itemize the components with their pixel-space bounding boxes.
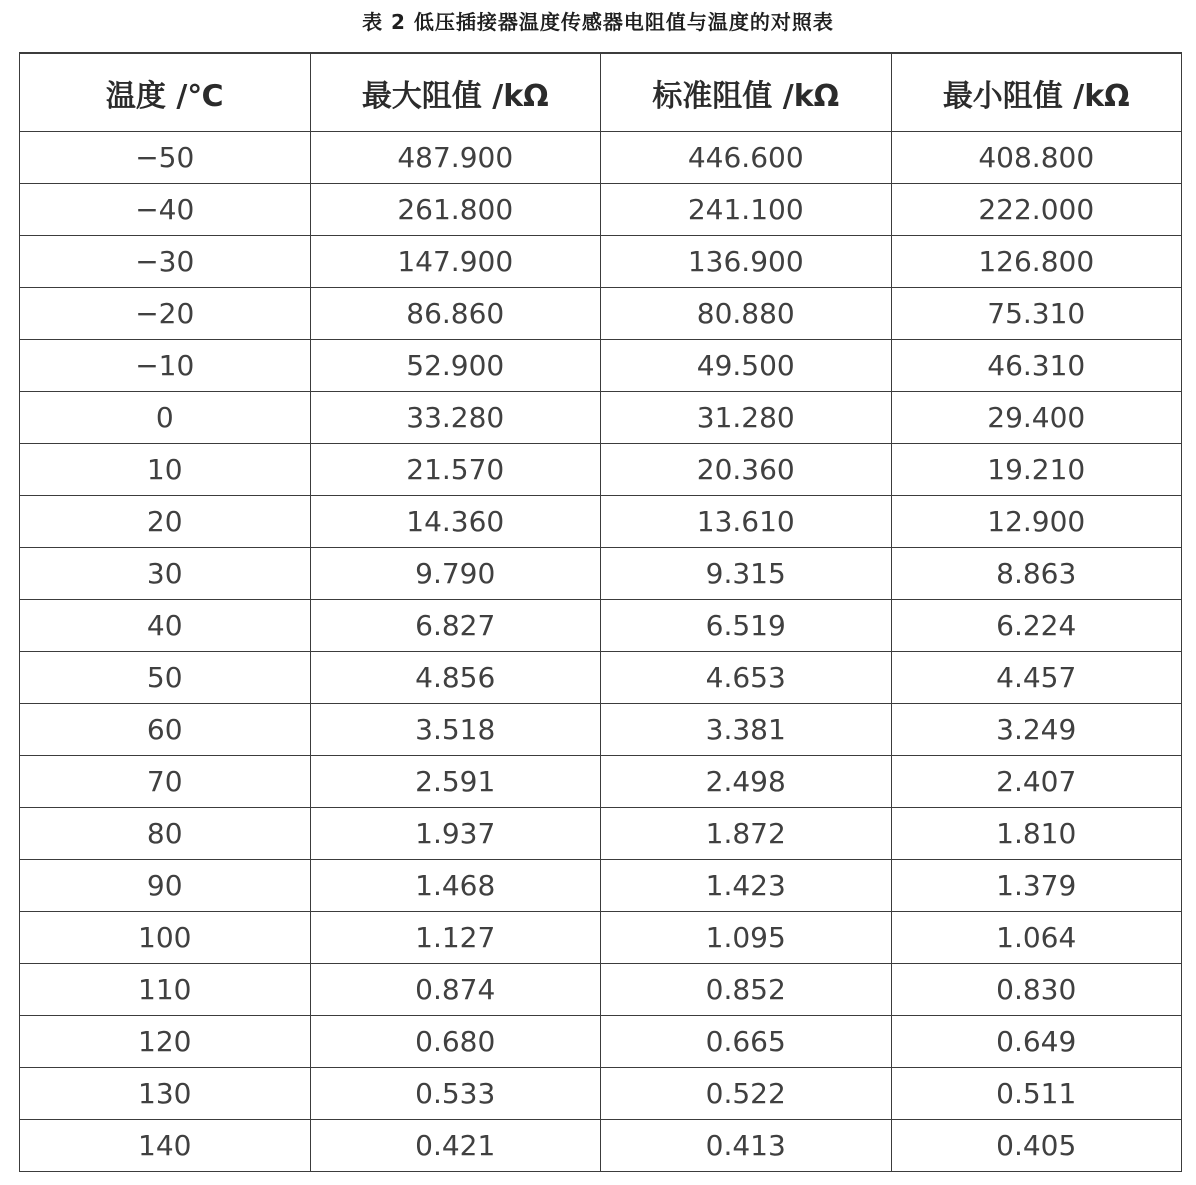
cell-temperature: 40 xyxy=(20,600,311,652)
table-row xyxy=(20,496,1182,548)
cell-max-resistance: 1.937 xyxy=(310,808,601,860)
cell-max-resistance: 4.856 xyxy=(310,652,601,704)
cell-temperature: 20 xyxy=(20,496,311,548)
table-row xyxy=(20,132,1182,184)
cell-temperature: 140 xyxy=(20,1120,311,1172)
table-row xyxy=(20,340,1182,392)
cell-min-resistance: 19.210 xyxy=(891,444,1182,496)
cell-temperature: −50 xyxy=(20,132,311,184)
cell-temperature: 130 xyxy=(20,1068,311,1120)
cell-standard-resistance: 241.100 xyxy=(601,184,892,236)
cell-min-resistance: 222.000 xyxy=(891,184,1182,236)
cell-temperature: 0 xyxy=(20,392,311,444)
cell-temperature: 60 xyxy=(20,704,311,756)
table-header xyxy=(20,53,1182,132)
table-row xyxy=(20,756,1182,808)
cell-temperature: 110 xyxy=(20,964,311,1016)
table-row xyxy=(20,912,1182,964)
cell-min-resistance: 126.800 xyxy=(891,236,1182,288)
cell-max-resistance: 1.127 xyxy=(310,912,601,964)
table-row xyxy=(20,392,1182,444)
table-row xyxy=(20,1016,1182,1068)
cell-temperature: 120 xyxy=(20,1016,311,1068)
cell-standard-resistance: 0.665 xyxy=(601,1016,892,1068)
header-min-resistance: 最小阻值 /kΩ xyxy=(891,53,1182,132)
cell-temperature: 80 xyxy=(20,808,311,860)
cell-max-resistance: 0.533 xyxy=(310,1068,601,1120)
cell-temperature: 90 xyxy=(20,860,311,912)
cell-max-resistance: 1.468 xyxy=(310,860,601,912)
cell-standard-resistance: 0.413 xyxy=(601,1120,892,1172)
table-row xyxy=(20,236,1182,288)
cell-temperature: −10 xyxy=(20,340,311,392)
cell-temperature: 10 xyxy=(20,444,311,496)
cell-standard-resistance: 1.872 xyxy=(601,808,892,860)
cell-standard-resistance: 13.610 xyxy=(601,496,892,548)
cell-standard-resistance: 1.095 xyxy=(601,912,892,964)
cell-max-resistance: 0.874 xyxy=(310,964,601,1016)
cell-standard-resistance: 446.600 xyxy=(601,132,892,184)
cell-min-resistance: 3.249 xyxy=(891,704,1182,756)
table-row xyxy=(20,808,1182,860)
cell-max-resistance: 0.680 xyxy=(310,1016,601,1068)
cell-temperature: −20 xyxy=(20,288,311,340)
cell-standard-resistance: 31.280 xyxy=(601,392,892,444)
cell-min-resistance: 0.830 xyxy=(891,964,1182,1016)
cell-min-resistance: 4.457 xyxy=(891,652,1182,704)
cell-min-resistance: 1.810 xyxy=(891,808,1182,860)
cell-standard-resistance: 0.852 xyxy=(601,964,892,1016)
header-max-resistance: 最大阻值 /kΩ xyxy=(310,53,601,132)
cell-max-resistance: 6.827 xyxy=(310,600,601,652)
table-row xyxy=(20,184,1182,236)
cell-min-resistance: 0.649 xyxy=(891,1016,1182,1068)
cell-min-resistance: 0.405 xyxy=(891,1120,1182,1172)
cell-max-resistance: 33.280 xyxy=(310,392,601,444)
cell-max-resistance: 14.360 xyxy=(310,496,601,548)
cell-standard-resistance: 4.653 xyxy=(601,652,892,704)
table-caption: 表 2 低压插接器温度传感器电阻值与温度的对照表 xyxy=(362,10,834,34)
table-row xyxy=(20,444,1182,496)
cell-temperature: 70 xyxy=(20,756,311,808)
cell-min-resistance: 1.379 xyxy=(891,860,1182,912)
cell-max-resistance: 0.421 xyxy=(310,1120,601,1172)
cell-max-resistance: 21.570 xyxy=(310,444,601,496)
cell-temperature: −40 xyxy=(20,184,311,236)
table-row xyxy=(20,288,1182,340)
resistance-temperature-table xyxy=(19,52,1182,1172)
cell-min-resistance: 29.400 xyxy=(891,392,1182,444)
table-row xyxy=(20,548,1182,600)
cell-max-resistance: 9.790 xyxy=(310,548,601,600)
table-row xyxy=(20,704,1182,756)
cell-standard-resistance: 80.880 xyxy=(601,288,892,340)
cell-max-resistance: 261.800 xyxy=(310,184,601,236)
cell-max-resistance: 147.900 xyxy=(310,236,601,288)
table-row xyxy=(20,1068,1182,1120)
cell-standard-resistance: 20.360 xyxy=(601,444,892,496)
cell-max-resistance: 487.900 xyxy=(310,132,601,184)
cell-max-resistance: 3.518 xyxy=(310,704,601,756)
cell-temperature: −30 xyxy=(20,236,311,288)
table-row xyxy=(20,860,1182,912)
cell-temperature: 50 xyxy=(20,652,311,704)
table-row xyxy=(20,600,1182,652)
table-row xyxy=(20,964,1182,1016)
cell-standard-resistance: 3.381 xyxy=(601,704,892,756)
cell-max-resistance: 2.591 xyxy=(310,756,601,808)
cell-standard-resistance: 1.423 xyxy=(601,860,892,912)
cell-standard-resistance: 136.900 xyxy=(601,236,892,288)
cell-temperature: 100 xyxy=(20,912,311,964)
cell-standard-resistance: 6.519 xyxy=(601,600,892,652)
header-temperature: 温度 /℃ xyxy=(20,53,311,132)
cell-min-resistance: 12.900 xyxy=(891,496,1182,548)
cell-min-resistance: 0.511 xyxy=(891,1068,1182,1120)
cell-min-resistance: 8.863 xyxy=(891,548,1182,600)
cell-standard-resistance: 0.522 xyxy=(601,1068,892,1120)
cell-standard-resistance: 9.315 xyxy=(601,548,892,600)
cell-max-resistance: 86.860 xyxy=(310,288,601,340)
cell-max-resistance: 52.900 xyxy=(310,340,601,392)
cell-standard-resistance: 49.500 xyxy=(601,340,892,392)
cell-min-resistance: 408.800 xyxy=(891,132,1182,184)
cell-temperature: 30 xyxy=(20,548,311,600)
table-body xyxy=(20,132,1182,1172)
header-row xyxy=(20,53,1182,132)
header-standard-resistance: 标准阻值 /kΩ xyxy=(601,53,892,132)
table-row xyxy=(20,1120,1182,1172)
table-row xyxy=(20,652,1182,704)
cell-min-resistance: 46.310 xyxy=(891,340,1182,392)
cell-min-resistance: 2.407 xyxy=(891,756,1182,808)
cell-min-resistance: 75.310 xyxy=(891,288,1182,340)
cell-min-resistance: 1.064 xyxy=(891,912,1182,964)
cell-min-resistance: 6.224 xyxy=(891,600,1182,652)
cell-standard-resistance: 2.498 xyxy=(601,756,892,808)
